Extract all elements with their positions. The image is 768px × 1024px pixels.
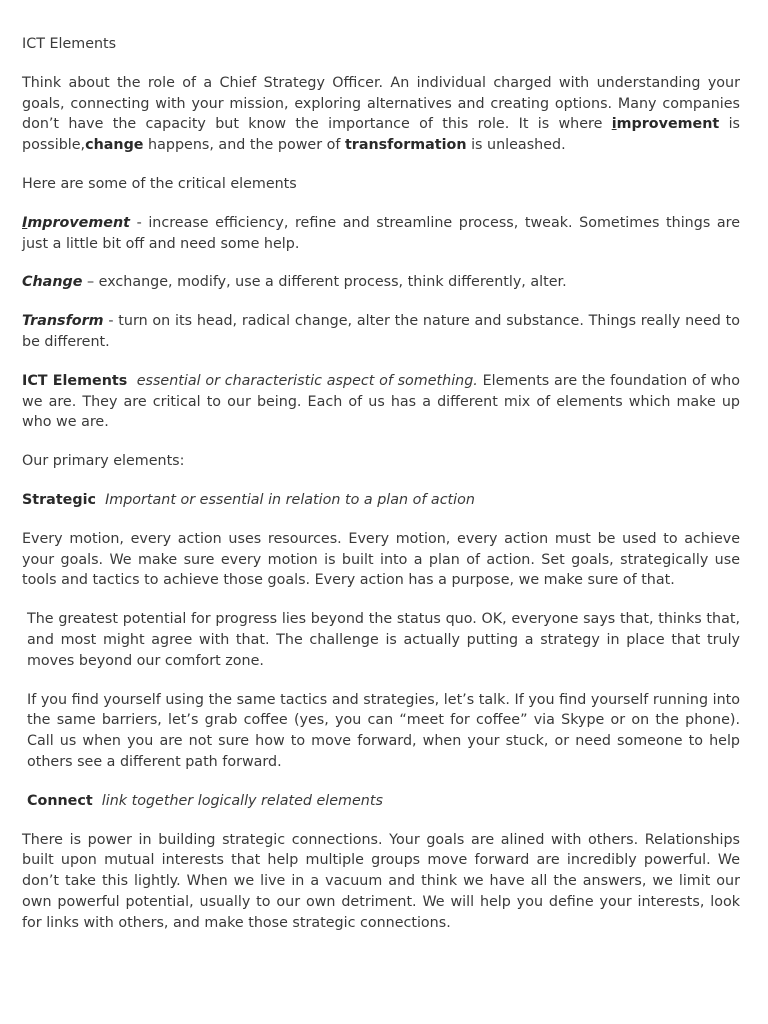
change-text: – exchange, modify, use a different process, think differently, alter. [82,274,567,291]
transform-text: - turn on its head, radical change, alter the nature and substance. Things really need to be different. [22,313,740,350]
improvement-term [22,215,130,231]
intro-change-term: change [85,137,144,154]
strategic-paragraph-3: If you find yourself using the same tactics and strategies, let’s talk. If you find yourself running into the same barriers, let’s grab coffee (yes, you can “meet for coffee” via Skype or on the phone). Call us when you are not sure how to move forward, when your stuck, or need someone to help others see a different path forward. [27,691,740,770]
strategic-term: Strategic [22,491,96,508]
intro-text-start: Think about the role of a Chief Strategy Officer. An individual charged with understanding your goals, connecting with your mission, exploring alternatives and creating options. Many companies don’t have the capacity but know the importance of this role. It is where [22,74,740,133]
improvement-rest: mprovement [27,214,130,231]
intro-improvement-term [612,116,720,132]
intro-text-end: is unleashed. [466,137,566,154]
document-body [22,34,740,952]
transform-paragraph [22,311,740,353]
intro-paragraph [22,73,740,156]
ict-elements-definition: essential or characteristic aspect of something. [136,372,478,389]
strategic-paragraph-2: The greatest potential for progress lies beyond the status quo. OK, everyone says that, thinks that, and most might agree with that. The challenge is actually putting a strategy in place that truly moves beyond our comfort zone. [27,611,740,669]
primary-elements-heading: Our primary elements: [22,453,185,470]
change-paragraph [22,272,740,293]
intro-transformation-term: transformation [344,137,467,154]
intro-text-mid2: happens, and the power of [143,137,345,154]
document-title: ICT Elements [22,36,117,52]
intro-text-mid1: is possible, [22,116,741,154]
ict-elements-term: ICT Elements [22,372,128,389]
connect-paragraph-1: There is power in building strategic connections. Your goals are alined with others. Relationships built upon mutual interests that help multiple groups move forward are incredibly powerful. We don’t take this lightly. When we live in a vacuum and think we have all the answers, we limit our own powerful potential, usually to our own detriment. We will help you define your interests, look for links with others, and make those strategic connections. [22,831,740,931]
strategic-heading [22,490,740,511]
transform-term: Transform [22,313,104,330]
strategic-paragraph-1: Every motion, every action uses resources. Every motion, every action must be used to achieve your goals. We make sure every motion is built into a plan of action. Set goals, strategically use tools and tactics to achieve those goals. Every action has a purpose, we make sure of that. [22,530,740,589]
improvement-initial: I [22,214,28,231]
improvement-paragraph [22,213,740,255]
change-term: Change [22,274,83,291]
improvement-text: - increase efficiency, refine and streamline process, tweak. Sometimes things are just a little bit off and need some help. [22,214,740,252]
connect-heading [22,791,740,812]
strategic-definition: Important or essential in relation to a plan of action [105,491,475,508]
connect-definition: link together logically related elements [101,792,383,809]
intro-improvement-rest: mprovement [616,116,720,133]
connect-term: Connect [27,792,93,809]
ict-elements-paragraph [22,371,740,433]
intro-improvement-initial: i [611,116,617,133]
critical-elements-heading: Here are some of the critical elements [22,175,297,192]
ict-elements-text: Elements are the foundation of who we are. They are critical to our being. Each of us has a different mix of elements which make up who we are. [22,372,740,431]
